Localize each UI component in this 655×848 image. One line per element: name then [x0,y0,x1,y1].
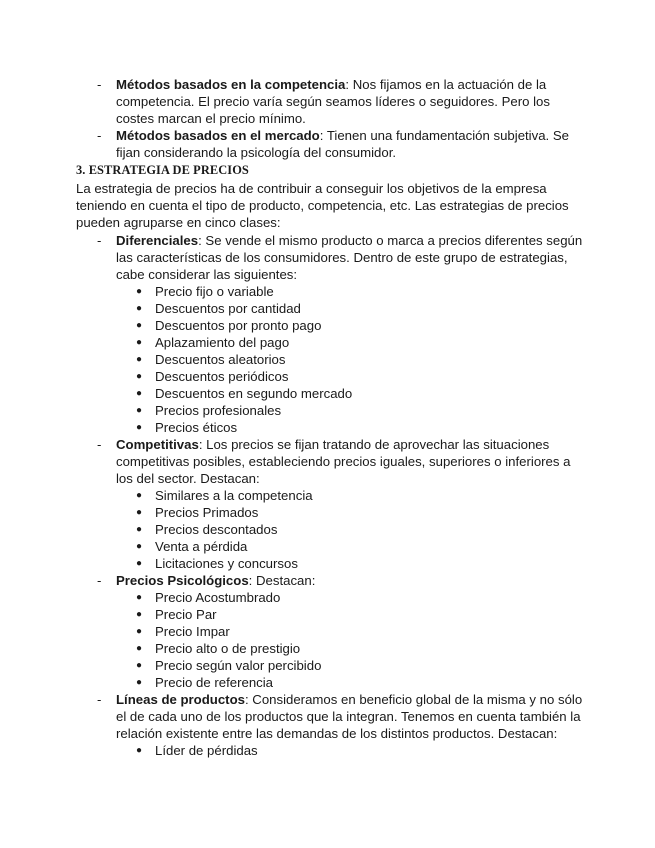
list-item: Venta a pérdida [155,539,248,554]
bullet-marker: ● [136,490,143,501]
dash-marker: - [97,77,102,92]
dash-marker: - [97,128,102,143]
class-psychological-title: Precios Psicológicos [116,573,249,588]
bullet-marker: ● [136,337,143,348]
list-item: Descuentos por pronto pago [155,318,322,333]
dash-marker: - [97,573,102,588]
intro-line: La estrategia de precios ha de contribuir a conseguir los objetivos de la empresa [76,181,547,196]
list-item: Precios profesionales [155,403,282,418]
list-item: Líder de pérdidas [155,743,258,758]
class-psychological: Precios Psicológicos: Destacan: [116,573,316,588]
text-line: competitivas posibles, estableciendo precios iguales, superiores o inferiores a [116,454,571,469]
bullet-marker: ● [136,626,143,637]
bullet-marker: ● [136,541,143,552]
method-competition: Métodos basados en la competencia: Nos fijamos en la actuación de la [116,77,547,92]
bullet-marker: ● [136,286,143,297]
text-line: los del sector. Destacan: [116,471,260,486]
list-item: Descuentos en segundo mercado [155,386,353,401]
bullet-marker: ● [136,371,143,382]
bullet-marker: ● [136,660,143,671]
list-item: Descuentos por cantidad [155,301,301,316]
bullet-marker: ● [136,745,143,756]
text-line: el de cada uno de los productos que la integran. Tenemos en cuenta también la [116,709,581,724]
bullet-marker: ● [136,422,143,433]
bullet-marker: ● [136,558,143,569]
class-product-lines-title: Líneas de productos [116,692,245,707]
bullet-marker: ● [136,303,143,314]
class-differential: Diferenciales: Se vende el mismo producto o marca a precios diferentes según [116,233,583,248]
dash-marker: - [97,692,102,707]
bullet-marker: ● [136,524,143,535]
list-item: Precio fijo o variable [155,284,274,299]
section-heading: 3. ESTRATEGIA DE PRECIOS [76,163,249,177]
text-line: fijan considerando la psicología del consumidor. [116,145,397,160]
class-competitive: Competitivas: Los precios se fijan tratando de aprovechar las situaciones [116,437,550,452]
dash-marker: - [97,437,102,452]
class-competitive-title: Competitivas [116,437,199,452]
text-line: costes marcan el precio mínimo. [116,111,306,126]
list-item: Precio según valor percibido [155,658,322,673]
list-item: Similares a la competencia [155,488,313,503]
class-product-lines: Líneas de productos: Consideramos en beneficio global de la misma y no sólo [116,692,583,707]
list-item: Descuentos aleatorios [155,352,286,367]
dash-marker: - [97,233,102,248]
list-item: Precio Impar [155,624,230,639]
list-item: Precios éticos [155,420,238,435]
text-line: relación existente entre las demandas de los distintos productos. Destacan: [116,726,558,741]
text-line: competencia. El precio varía según seamos líderes o seguidores. Pero los [116,94,550,109]
intro-line: pueden agruparse en cinco clases: [76,215,281,230]
list-item: Precio de referencia [155,675,274,690]
bullet-marker: ● [136,354,143,365]
class-differential-title: Diferenciales [116,233,199,248]
list-item: Precios Primados [155,505,259,520]
list-item: Precios descontados [155,522,278,537]
list-item: Precio Par [155,607,217,622]
method-market: Métodos basados en el mercado: Tienen una fundamentación subjetiva. Se [116,128,570,143]
list-item: Precio Acostumbrado [155,590,281,605]
bullet-marker: ● [136,677,143,688]
method-market-title: Métodos basados en el mercado [116,128,320,143]
bullet-marker: ● [136,405,143,416]
bullet-marker: ● [136,609,143,620]
bullet-marker: ● [136,643,143,654]
text-line: las características de los consumidores. Dentro de este grupo de estrategias, [116,250,568,265]
bullet-marker: ● [136,592,143,603]
bullet-marker: ● [136,507,143,518]
list-item: Aplazamiento del pago [155,335,290,350]
text-line: cabe considerar las siguientes: [116,267,298,282]
list-item: Licitaciones y concursos [155,556,298,571]
intro-line: teniendo en cuenta el tipo de producto, competencia, etc. Las estrategias de precios [76,198,569,213]
method-competition-title: Métodos basados en la competencia [116,77,346,92]
bullet-marker: ● [136,388,143,399]
list-item: Precio alto o de prestigio [155,641,301,656]
bullet-marker: ● [136,320,143,331]
list-item: Descuentos periódicos [155,369,289,384]
